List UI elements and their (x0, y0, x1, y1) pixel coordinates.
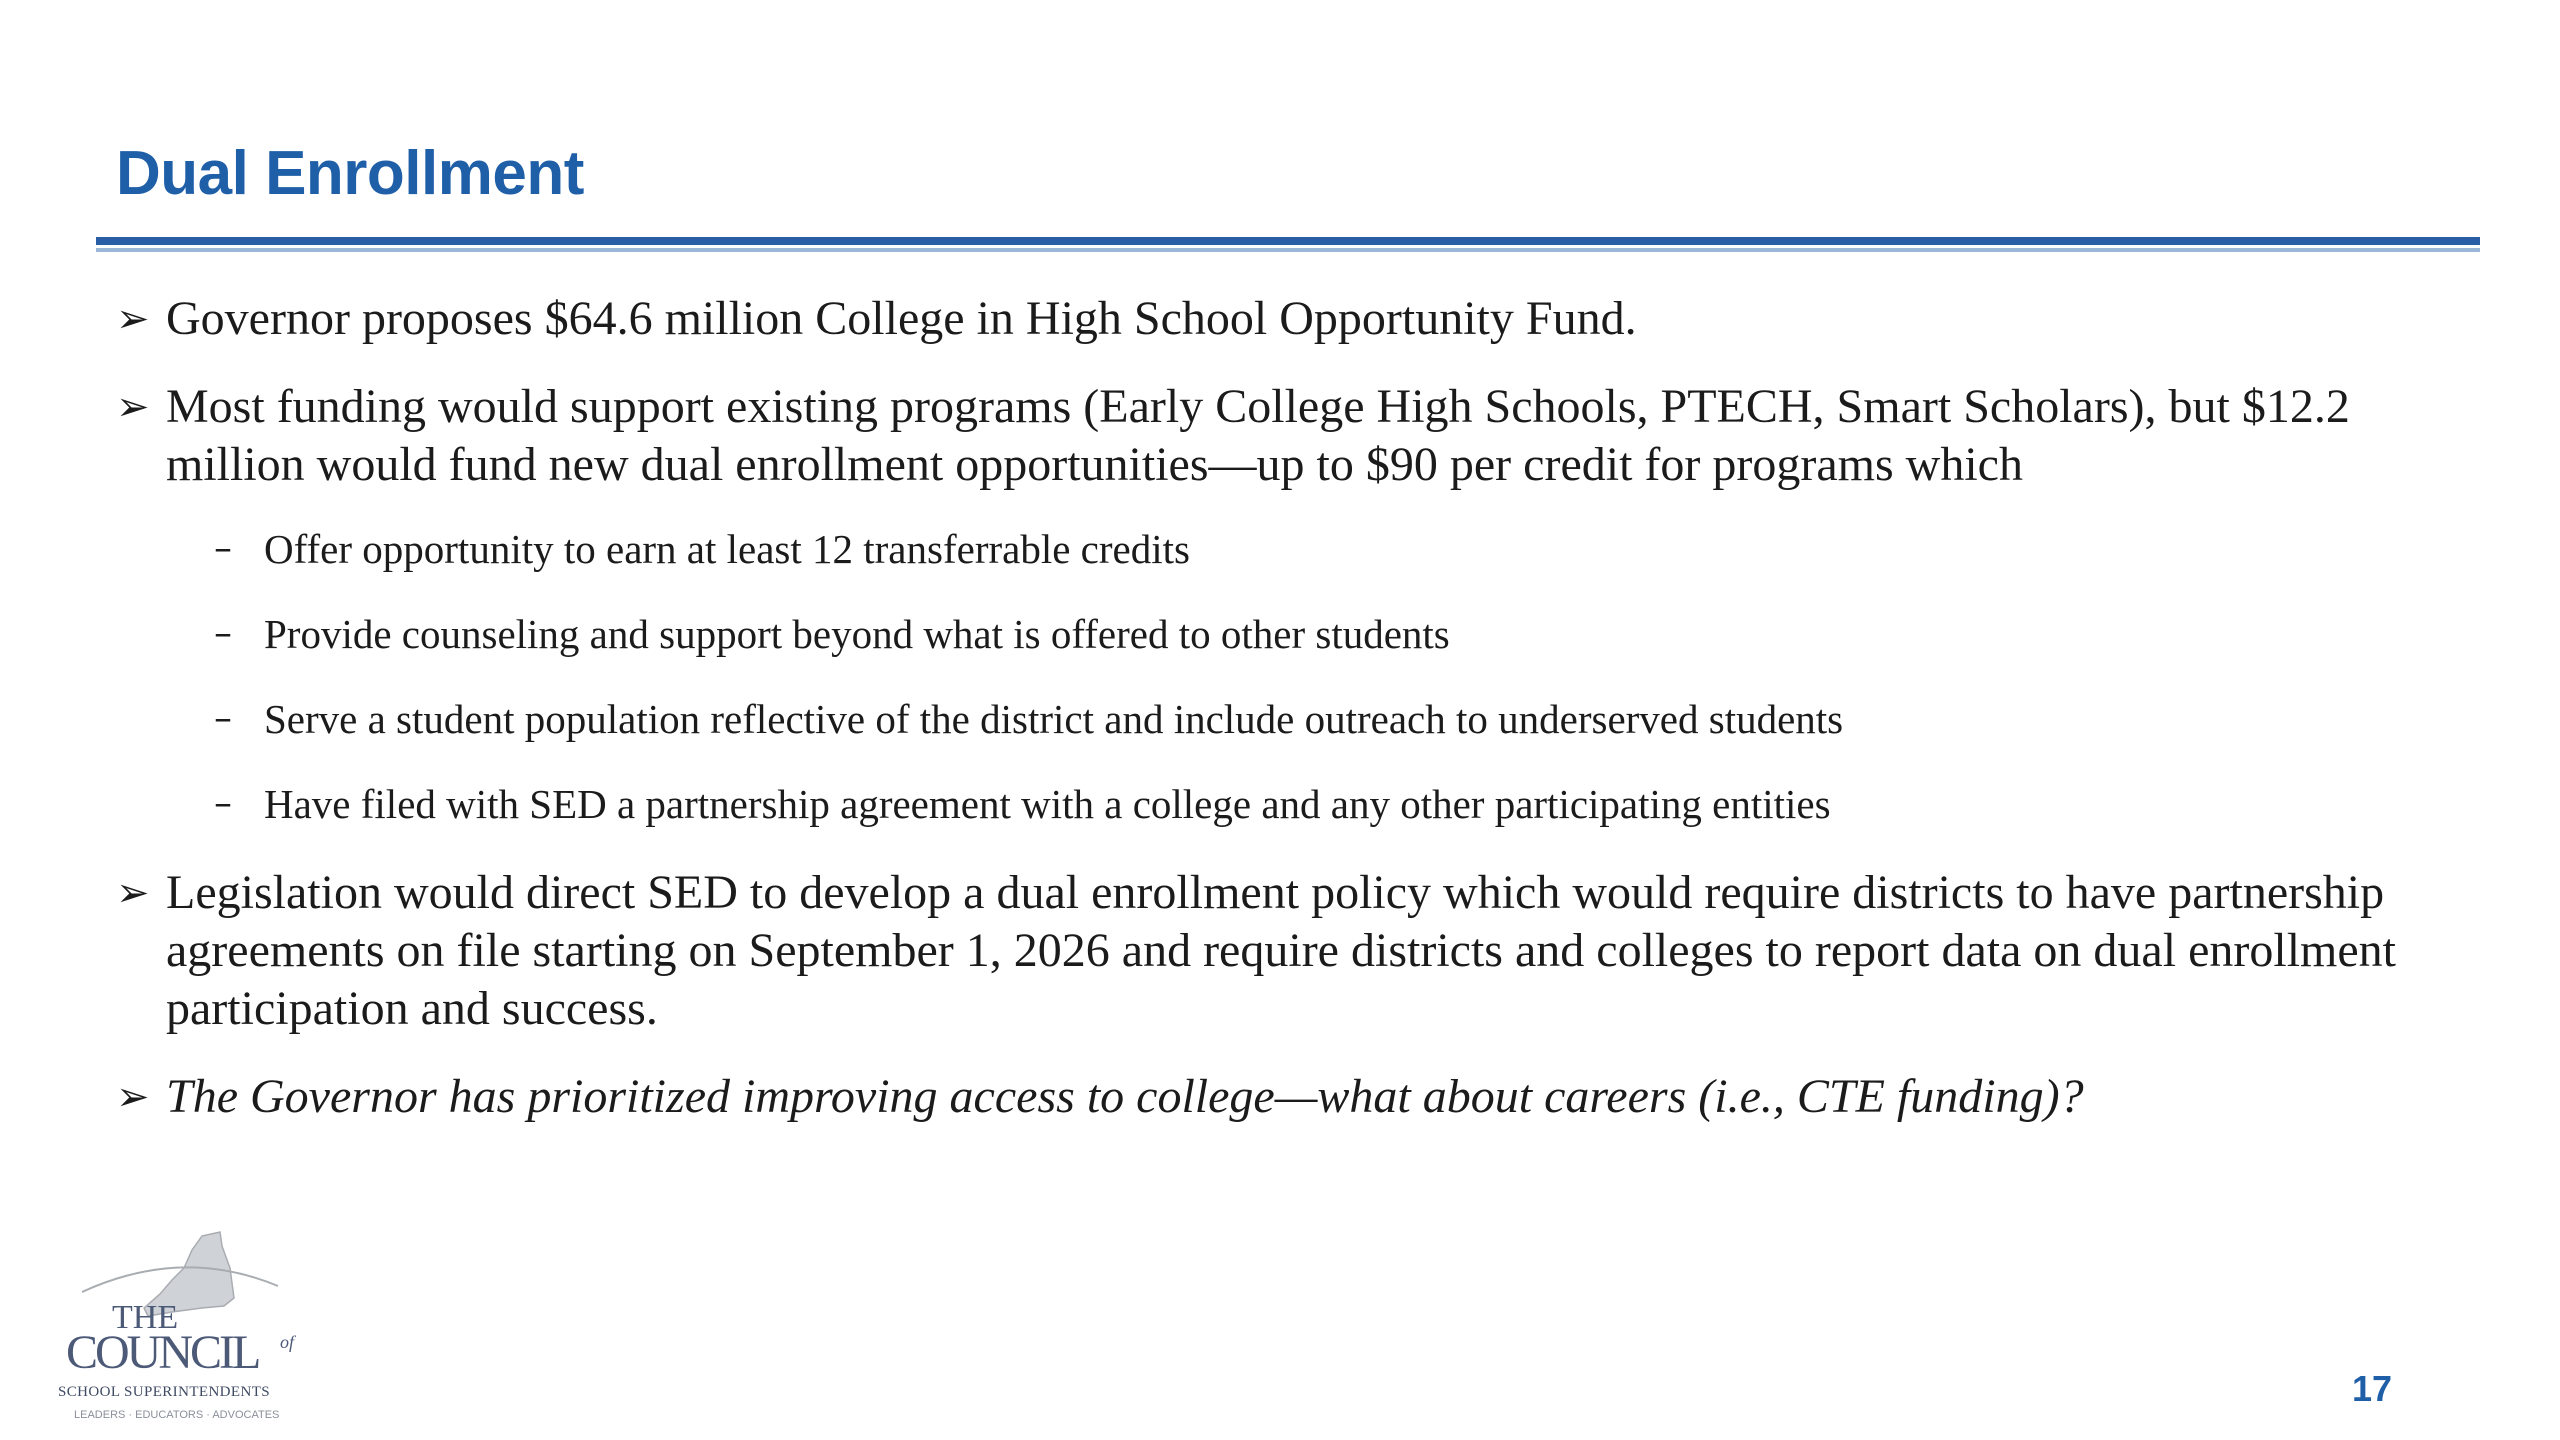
slide-title: Dual Enrollment (116, 139, 584, 208)
arrow-bullet-icon: ➢ (116, 384, 150, 430)
dash-bullet-icon: – (214, 613, 232, 654)
slide-content (116, 290, 2396, 1156)
sub-bullet-item: – Have filed with SED a partnership agreement with a college and any other participating entities (214, 781, 1831, 827)
dash-bullet-icon: – (214, 528, 232, 569)
dash-bullet-icon: – (214, 783, 232, 824)
logo-line-council: COUNCIL (66, 1326, 259, 1379)
sub-bullet-item: – Provide counseling and support beyond what is offered to other students (214, 611, 1450, 657)
logo-line-of: of (280, 1332, 295, 1352)
page-number: 17 (2351, 1368, 2392, 1409)
bullet-item: ➢ Most funding would support existing programs (Early College High Schools, PTECH, Smart Scholars), but $12.2 million would fund new dual enrollment opportunities—up to $90 per credit for programs which (116, 380, 2350, 491)
arrow-bullet-icon: ➢ (116, 870, 150, 916)
council-logo (52, 1228, 312, 1428)
logo-line-superintendents: SCHOOL SUPERINTENDENTS (58, 1384, 271, 1400)
arrow-bullet-icon: ➢ (116, 1074, 150, 1120)
sub-bullet-item: – Serve a student population reflective of the district and include outreach to underserved students (214, 696, 1844, 742)
dash-bullet-icon: – (214, 698, 232, 739)
bullet-item: ➢ Legislation would direct SED to develop a dual enrollment policy which would require districts to have partnership agreements on file starting on September 1, 2026 and require districts and colleges to report data on dual enrollment participation and success. (116, 866, 2397, 1035)
arrow-bullet-icon: ➢ (116, 296, 150, 342)
bullet-item: ➢ The Governor has prioritized improving access to college—what about careers (i.e., CTE funding)? (116, 1068, 2396, 1126)
sub-bullet-item: – Offer opportunity to earn at least 12 transferrable credits (214, 526, 1190, 572)
title-divider (96, 237, 2480, 253)
logo-line-tagline: LEADERS · EDUCATORS · ADVOCATES (74, 1409, 280, 1421)
bullet-item: ➢ Governor proposes $64.6 million College in High School Opportunity Fund. (116, 290, 2396, 348)
logo-line-the: THE (112, 1299, 179, 1336)
